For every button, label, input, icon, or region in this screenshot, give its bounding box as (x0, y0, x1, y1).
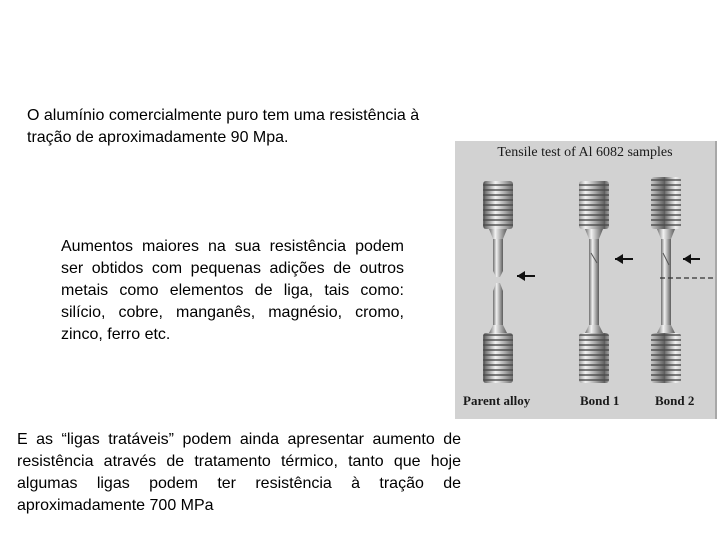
tensile-test-photo (455, 141, 717, 419)
specimen-bond-2 (651, 177, 715, 383)
tensile-specimens-illustration (455, 141, 715, 419)
caption-bond-2: Bond 2 (655, 393, 695, 408)
heat-treatment-paragraph: E as “ligas tratáveis” podem ainda apresentar aumento de resistência através de tratamento térmico, tanto que hoje algumas ligas podem ter resistência à tração de aproximadamente 700 MPa (17, 431, 461, 514)
photo-title: Tensile test of Al 6082 samples (497, 145, 673, 160)
specimen-parent-alloy (483, 181, 535, 383)
alloying-paragraph: Aumentos maiores na sua resistência podem ser obtidos com pequenas adições de outros metais como elementos de liga, tais como: silício, cobre, manganês, magnésio, cromo, zinco, ferro etc. (61, 238, 404, 343)
caption-parent-alloy: Parent alloy (463, 393, 531, 408)
intro-paragraph: O alumínio comercialmente puro tem uma resistência à tração de aproximadamente 90 Mpa. (27, 107, 420, 146)
caption-bond-1: Bond 1 (580, 393, 620, 408)
specimen-bond-1 (579, 181, 633, 383)
